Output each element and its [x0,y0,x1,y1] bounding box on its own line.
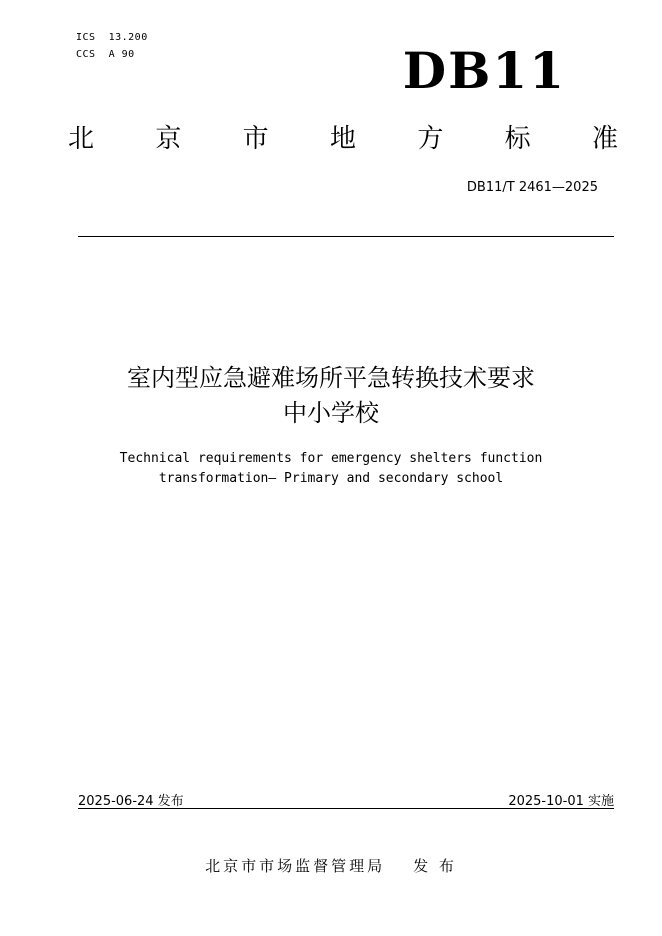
issuer-name: 北京市市场监督管理局 [205,857,386,875]
ics-code: ICS 13.200 [76,32,148,43]
issuer-action: 发 布 [413,857,457,875]
standard-number: DB11/T 2461—2025 [466,180,598,195]
standard-type-char: 京 [155,124,182,154]
bottom-divider [78,808,614,809]
db11-logo: DB11 [402,41,566,100]
standard-type-char: 地 [329,124,356,154]
standard-type-char: 市 [242,124,269,154]
standard-type-char: 北 [68,124,95,154]
standard-type-heading [68,126,618,152]
title-chinese-line-2: 中小学校 [283,399,379,427]
implementation-date: 2025-10-01 实施 [508,794,614,809]
title-english-line-1: Technical requirements for emergency shelters function [119,451,543,466]
standard-type-char: 准 [591,124,618,154]
standard-type-char: 标 [504,124,531,154]
standard-type-char: 方 [417,124,444,154]
issue-date: 2025-06-24 发布 [78,794,184,809]
title-chinese-line-1: 室内型应急避难场所平急转换技术要求 [127,364,535,392]
title-english-line-2: transformation— Primary and secondary school [158,471,504,486]
issuer-line [0,855,662,876]
ccs-code: CCS A 90 [76,49,135,60]
top-divider [78,236,614,237]
